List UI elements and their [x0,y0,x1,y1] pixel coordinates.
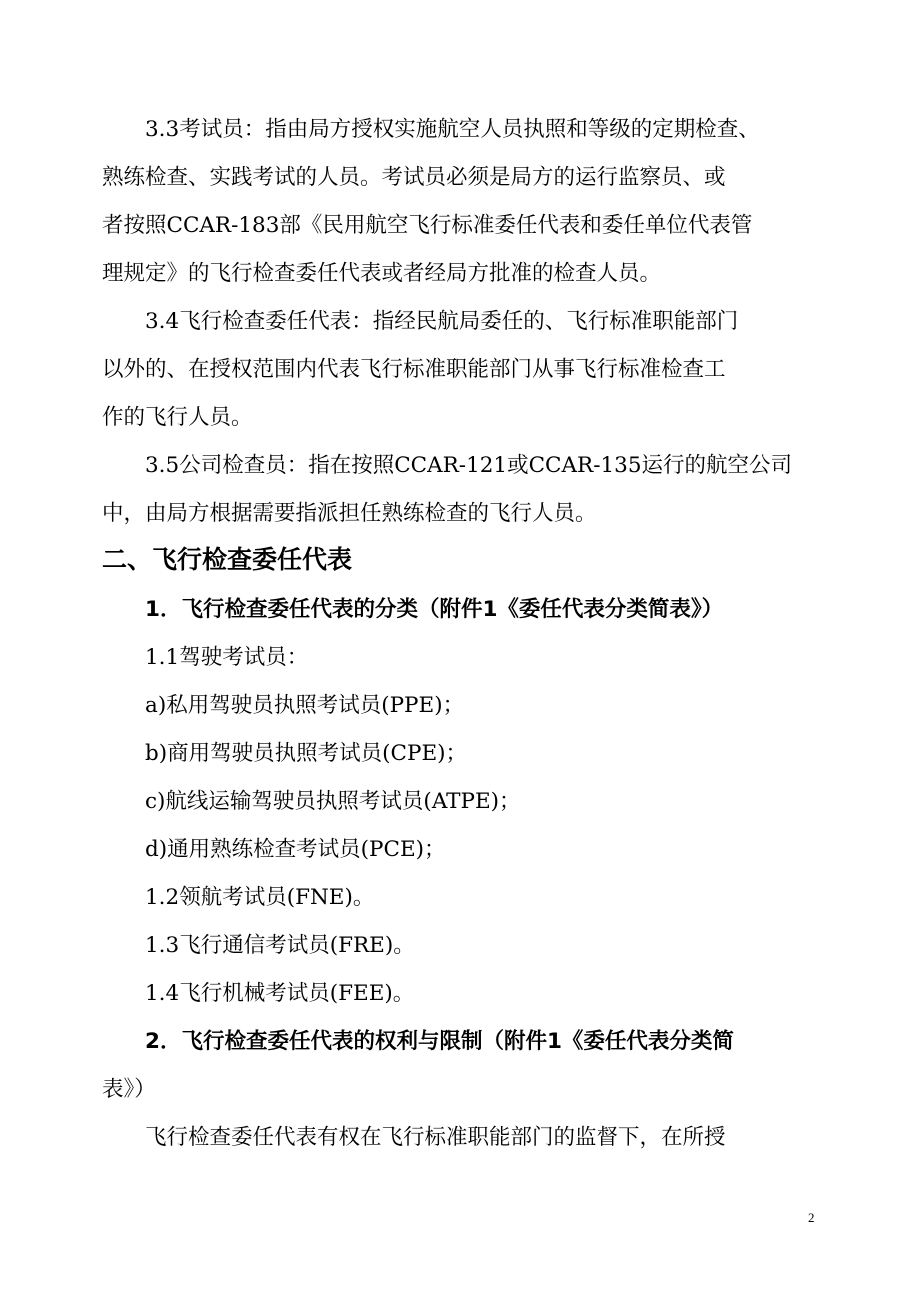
paragraph-line: 飞行检查委任代表有权在飞行标准职能部门的监督下，在所授 [102,1125,726,1150]
list-item: 1.4飞行机械考试员(FEE)。 [102,981,415,1006]
paragraph-line: 以外的、在授权范围内代表飞行标准职能部门从事飞行标准检查工 [102,357,726,382]
subsection-heading-continued: 表》） [102,1077,156,1102]
list-item: b)商用驾驶员执照考试员(CPE)； [102,741,468,766]
paragraph-line: 3.5公司检查员：指在按照CCAR-121或CCAR-135运行的航空公司 [102,453,793,478]
list-item: c)航线运输驾驶员执照考试员(ATPE)； [102,789,521,814]
section-heading: 二、飞行检查委任代表 [102,545,353,574]
paragraph-line: 熟练检查、实践考试的人员。考试员必须是局方的运行监察员、或 [102,165,726,190]
list-item: a)私用驾驶员执照考试员(PPE)； [102,693,465,718]
paragraph-line: 作的飞行人员。 [102,405,253,430]
subsection-heading: 1．飞行检查委任代表的分类（附件1《委任代表分类简表》） [102,597,724,622]
paragraph-line: 3.4飞行检查委任代表：指经民航局委任的、飞行标准职能部门 [102,309,739,334]
list-item: 1.1驾驶考试员： [102,645,309,670]
subsection-heading: 2．飞行检查委任代表的权利与限制（附件1《委任代表分类简 [102,1029,734,1054]
paragraph-line: 3.3考试员：指由局方授权实施航空人员执照和等级的定期检查、 [102,117,760,142]
list-item: d)通用熟练检查考试员(PCE)； [102,837,446,862]
page-number: 2 [808,1210,815,1225]
list-item: 1.2领航考试员(FNE)。 [102,885,375,910]
paragraph-line: 者按照CCAR-183部《民用航空飞行标准委任代表和委任单位代表管 [102,213,753,238]
paragraph-line: 中，由局方根据需要指派担任熟练检查的飞行人员。 [102,501,597,526]
paragraph-line: 理规定》的飞行检查委任代表或者经局方批准的检查人员。 [102,261,662,286]
list-item: 1.3飞行通信考试员(FRE)。 [102,933,415,958]
